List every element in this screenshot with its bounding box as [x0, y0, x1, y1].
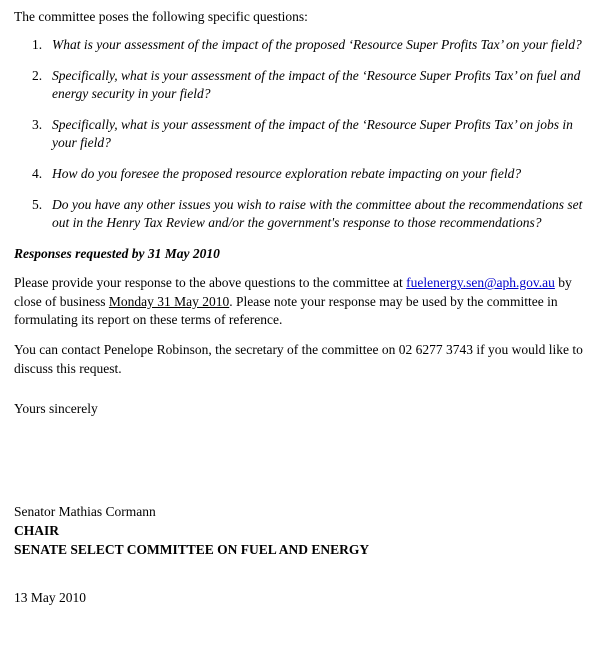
questions-list: [14, 36, 588, 233]
list-item-text: Do you have any other issues you wish to raise with the committee about the recommendations set out in the Henry Tax Review and/or the government's response to those recommendations?: [52, 197, 583, 231]
document-date: 13 May 2010: [14, 590, 86, 606]
list-item: [14, 67, 588, 103]
committee-email-link[interactable]: fuelenergy.sen@aph.gov.au: [406, 275, 555, 291]
signatory-role: CHAIR: [14, 523, 60, 539]
deadline-date: Monday 31 May 2010: [108, 293, 230, 309]
list-item-text: Specifically, what is your assessment of the impact of the ‘Resource Super Profits Tax’ on fuel and energy security in your field?: [52, 67, 581, 101]
list-item: [14, 196, 588, 232]
list-item-number: 2.: [32, 67, 43, 83]
list-item-number: 4.: [32, 166, 43, 182]
list-item: [14, 36, 588, 54]
list-item: [14, 116, 588, 152]
contact-paragraph: You can contact Penelope Robinson, the secretary of the committee on 02 6277 3743 if you would like to discuss this request.: [14, 342, 583, 376]
instructions-text-after-email: by close of business: [14, 275, 572, 309]
committee-name: SENATE SELECT COMMITTEE ON FUEL AND ENERGY: [14, 542, 370, 558]
list-item-number: 1.: [32, 36, 43, 52]
intro-paragraph: The committee poses the following specific questions:: [14, 9, 308, 24]
list-item-number: 5.: [32, 197, 43, 213]
list-item-number: 3.: [32, 117, 43, 133]
sign-off: Yours sincerely: [14, 401, 98, 417]
list-item-text: How do you foresee the proposed resource exploration rebate impacting on your field?: [52, 166, 522, 182]
instructions-text-before-email: Please provide your response to the above questions to the committee at: [14, 275, 407, 291]
instructions-text-tail: . Please note your response may be used by the committee in formulating its report on these terms of reference.: [14, 293, 558, 327]
signatory-name: Senator Mathias Cormann: [14, 503, 156, 519]
response-instructions-paragraph: [14, 274, 588, 329]
list-item-text: What is your assessment of the impact of the proposed ‘Resource Super Profits Tax’ on your field?: [52, 36, 582, 52]
list-item-text: Specifically, what is your assessment of the impact of the ‘Resource Super Profits Tax’ on jobs in your field?: [52, 117, 573, 151]
list-item: [14, 165, 588, 183]
responses-heading: Responses requested by 31 May 2010: [14, 246, 220, 262]
signature-block: [14, 502, 588, 559]
